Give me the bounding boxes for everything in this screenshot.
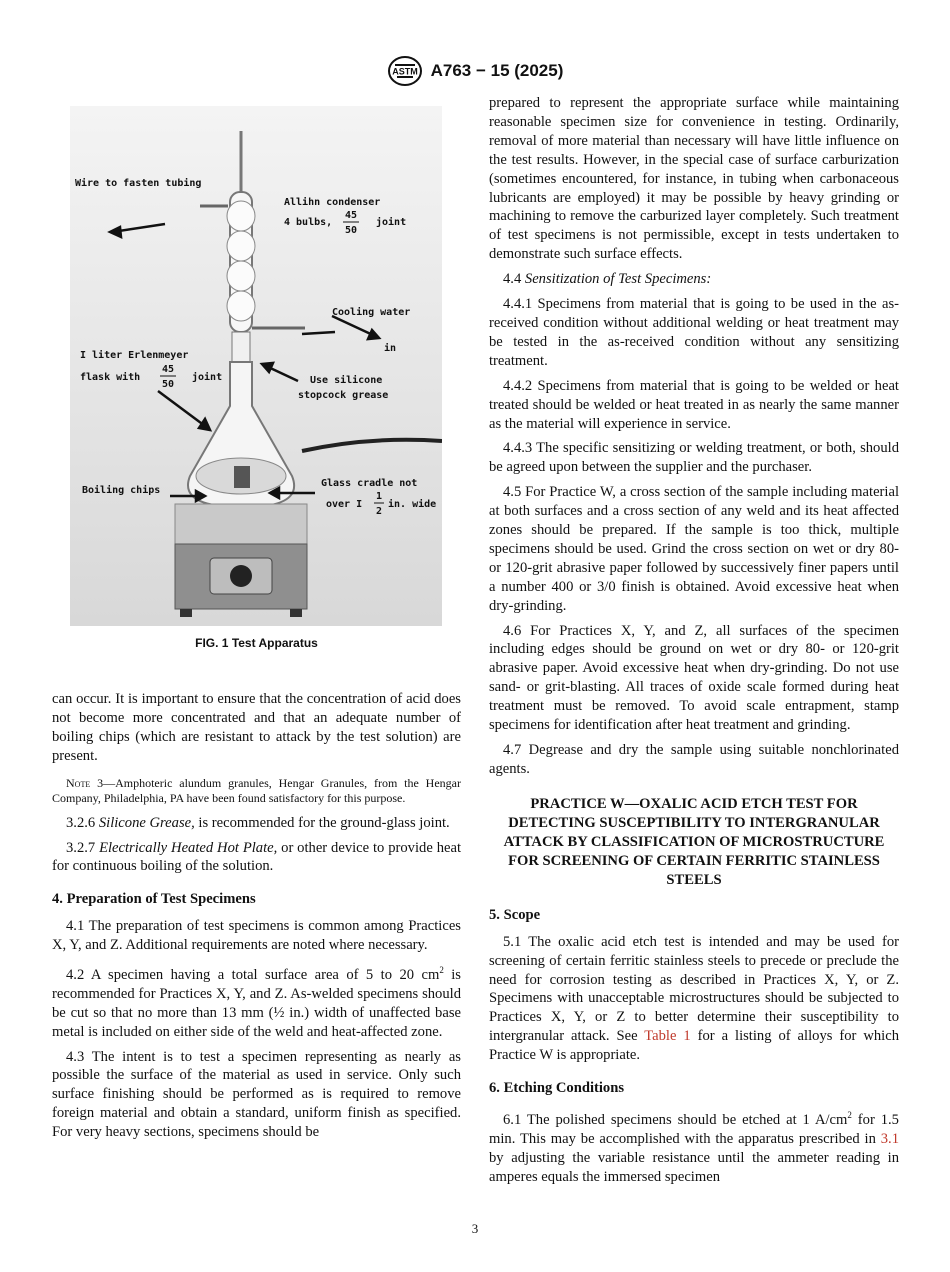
section-3-1-link[interactable]: 3.1 xyxy=(880,1130,899,1147)
practice-w-title: PRACTICE W—OXALIC ACID ETCH TEST FOR DETECTING SUSCEPTIBILITY TO INTERGRANULAR ATTACK BY CLASSIFICATION OF MICROSTRUCTURE FOR SCREENING OF CERTAIN FERRITIC STAINLESS STEELS xyxy=(503,795,885,888)
item-text: is recommended for the ground-glass joint. xyxy=(194,814,450,831)
label-cradle-frac-num: 1 xyxy=(376,491,383,502)
paragraph-continued: prepared to represent the appropriate surface while maintaining reasonable specimen size for convenience in testing. Ordinarily, removal of more material than necessary will have little influence on the test results. However, in the special case of surface carburization (sometimes encountered, for instance, in tubing when carbonaceous lubricants are employed) it may be possible by heavy grinding or machining to remove the carburized layer completely. Such treatment of test specimens is not permissible, except in tests undertaken to demonstrate such surface effects. xyxy=(489,95,899,263)
paragraph-6-1 xyxy=(489,1106,899,1186)
superscript: 2 xyxy=(439,965,444,976)
paragraph-3-2-7 xyxy=(52,839,461,877)
label-flask-frac-num: 45 xyxy=(162,364,175,375)
label-cradle-frac-den: 2 xyxy=(376,506,383,517)
label-grease-2: stopcock grease xyxy=(298,390,389,401)
label-condenser-3: joint xyxy=(376,217,407,228)
paragraph-4-4-1: 4.4.1 Specimens from material that is going to be used in the as-received condition without additional welding or heat treatment may be tested in the as-received condition without any sensitizing treatment. xyxy=(489,296,899,369)
item-text: or other device to provide heat for continuous boiling of the solution. xyxy=(52,839,461,875)
label-condenser-2: 4 bulbs, xyxy=(284,217,333,228)
label-condenser-frac-den: 50 xyxy=(345,225,358,236)
label-flask-1: I liter Erlenmeyer xyxy=(80,350,189,361)
label-cradle-2: over I xyxy=(326,499,363,510)
text-part: by adjusting the variable resistance until the ammeter reading in amperes equals the immersed specimen xyxy=(489,1149,899,1185)
paragraph-4-4-3: 4.4.3 The specific sensitizing or welding treatment, or both, should be agreed upon between the supplier and the purchaser. xyxy=(489,440,899,476)
test-apparatus-figure xyxy=(70,106,442,626)
label-flask-3: joint xyxy=(192,372,223,383)
svg-text:ASTM: ASTM xyxy=(391,66,418,77)
label-chips: Boiling chips xyxy=(82,485,161,496)
section-number: 4.4 xyxy=(503,271,525,288)
label-condenser-frac-num: 45 xyxy=(345,210,358,221)
item-title: Silicone Grease, xyxy=(98,814,195,831)
paragraph-3-2-6 xyxy=(52,814,461,833)
section-number: 3.2.6 xyxy=(66,814,99,831)
text-part: 5.1 The oxalic acid etch test is intended and may be used for screening of certain ferritic stainless steels to precede or preclude the need for corrosion testing as described in Practices X, Y, or Z. Specimens with unacceptable microstructures should be subjected to Practices X, Y, or Z to better determine their susceptibility to intergranular attack. See xyxy=(489,933,899,1045)
paragraph-continued: can occur. It is important to ensure that the concentration of acid does not become more concentrated and that an adequate number of boiling chips (which are resistant to attack by the test solution) are present. xyxy=(52,691,461,764)
section-heading-5: 5. Scope xyxy=(489,906,541,923)
paragraph-4-2 xyxy=(52,961,461,1041)
label-condenser-1: Allihn condenser xyxy=(284,197,381,208)
paragraph-4-1: 4.1 The preparation of test specimens is common among Practices X, Y, and Z. Additional requirements are noted where necessary. xyxy=(52,918,461,954)
paragraph-4-4-2: 4.4.2 Specimens from material that is going to be welded or heat treated should be welded or heat treated in as nearly the same manner as the material will experience in service. xyxy=(489,377,899,432)
paragraph-5-1 xyxy=(489,933,899,1065)
text-part: is recommended for Practices X, Y, and Z. As-welded specimens should be cut so that no more than 13 mm (½ in.) width of unaffected base metal is included on either side of the weld and heat-affected zone. xyxy=(52,966,461,1040)
label-wire: Wire to fasten tubing xyxy=(75,178,202,189)
item-title: Sensitization of Test Specimens: xyxy=(524,271,712,288)
paragraph-4-7: 4.7 Degrease and dry the sample using suitable nonchlorinated agents. xyxy=(489,742,899,777)
section-heading-4: 4. Preparation of Test Specimens xyxy=(52,891,256,908)
label-cooling-1: Cooling water xyxy=(332,307,411,318)
paragraph-4-3: 4.3 The intent is to test a specimen representing as nearly as possible the surface of the material as used in service. Only such surface finishing should be performed as is required to remove foreign material and obtain a standard, uniform finish as specified. For very heavy sections, specimens should be xyxy=(52,1048,461,1141)
label-flask-frac-den: 50 xyxy=(162,379,175,390)
astm-logo-icon xyxy=(387,55,423,87)
figure-caption: FIG. 1 Test Apparatus xyxy=(195,636,318,650)
text-part: 4.2 A specimen having a total surface area of 5 to 20 cm xyxy=(66,966,440,983)
paragraph-4-5: 4.5 For Practice W, a cross section of the sample including material at both surfaces and a cross section of any weld and its heat affected zones should be prepared. If the sample is too thick, multiple specimens should be used. Grind the cross section on wet or dry 80- or 120-grit abrasive paper followed by successively finer papers until a number 400 or 3/0 finish is obtained. Avoid excessive heat when dry-grinding. xyxy=(489,484,899,614)
item-title: Electrically Heated Hot Plate, xyxy=(99,839,278,856)
right-column xyxy=(489,94,899,1192)
label-cradle-3: in. wide xyxy=(388,499,437,510)
label-cradle-1: Glass cradle not xyxy=(321,478,418,489)
text-part: for 1.5 min. This may be accomplished with the apparatus prescribed in xyxy=(489,1111,899,1147)
document-id: A763 − 15 (2025) xyxy=(430,61,564,80)
note-3 xyxy=(52,776,461,806)
paragraph-4-6: 4.6 For Practices X, Y, and Z, all surfaces of the specimen including edges should be ground on wet or dry 80- or 120-grit abrasive paper. Avoid excessive heat when dry-grinding. Do not use sand- or grit-blasting. All traces of oxide scale formed during heat treatment must be removed. To avoid scale entrapment, stamp specimens for identification after heat treatment and grinding. xyxy=(489,622,899,734)
paragraph-4-4 xyxy=(489,270,899,289)
text-part: for a listing of alloys for which Practice W is appropriate. xyxy=(489,1028,899,1064)
superscript: 2 xyxy=(847,1109,852,1120)
note-label: Note 3 xyxy=(66,775,104,790)
left-column xyxy=(52,690,461,1148)
table-1-link[interactable]: Table 1 xyxy=(644,1028,691,1045)
label-flask-2: flask with xyxy=(80,372,141,383)
note-text: —Amphoteric alundum granules, Hengar Granules, from the Hengar Company, Philadelphia, PA have been found satisfactory for this purpose. xyxy=(52,775,461,805)
page-header xyxy=(0,54,950,88)
hot-plate xyxy=(175,504,307,617)
section-heading-6: 6. Etching Conditions xyxy=(489,1080,625,1097)
label-cooling-2: in xyxy=(384,343,397,354)
text-part: 6.1 The polished specimens should be etched at 1 A/cm xyxy=(503,1111,848,1128)
section-number: 3.2.7 xyxy=(66,839,100,856)
page-number: 3 xyxy=(471,1221,479,1236)
label-grease-1: Use silicone xyxy=(310,375,383,386)
